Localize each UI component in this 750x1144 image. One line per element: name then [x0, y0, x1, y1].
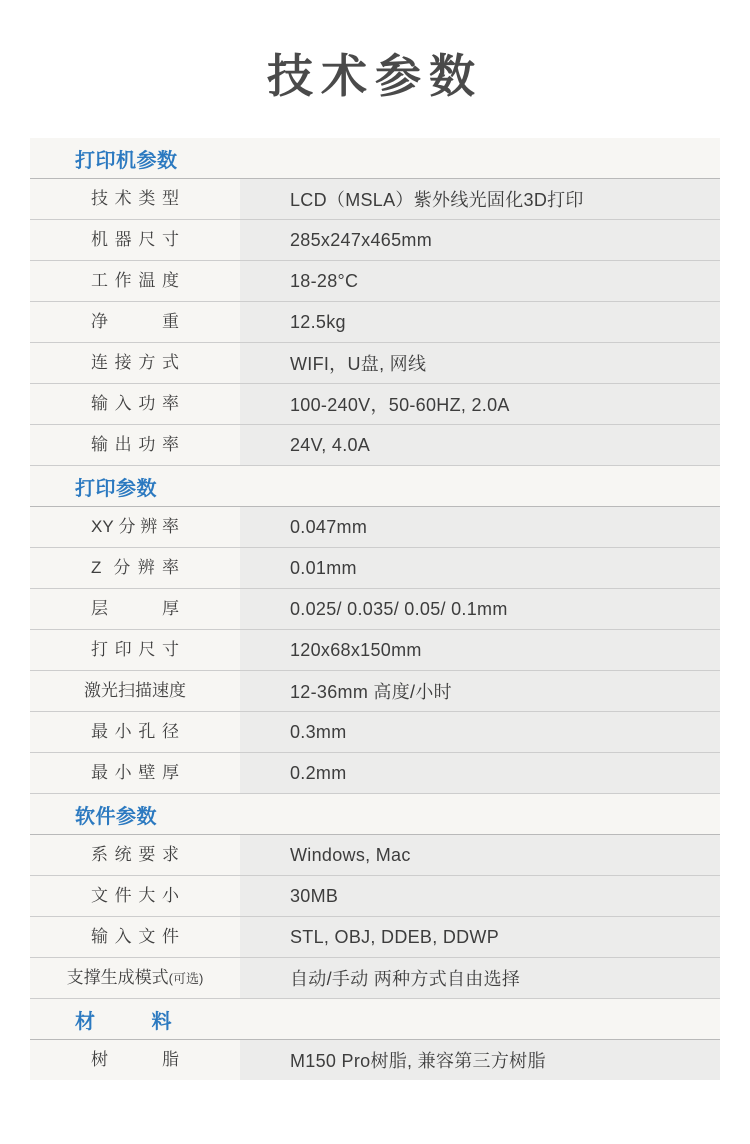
- spec-value: Windows, Mac: [290, 844, 411, 865]
- spec-value: 24V, 4.0A: [290, 434, 371, 455]
- spec-label: XY分辨率: [91, 517, 179, 537]
- spec-row: [30, 589, 720, 630]
- spec-label-cell: [30, 343, 240, 383]
- spec-label-cell: [30, 712, 240, 752]
- section-header-row: [30, 794, 720, 835]
- spec-value-cell: [240, 425, 720, 465]
- spec-row: [30, 425, 720, 466]
- spec-label: 工作温度: [91, 271, 179, 291]
- spec-label-cell: [30, 179, 240, 219]
- spec-value: 12.5kg: [290, 311, 346, 332]
- spec-value-cell: [240, 507, 720, 547]
- spec-value-cell: [240, 343, 720, 383]
- spec-value: 自动/手动 两种方式自由选择: [290, 969, 521, 989]
- spec-row: [30, 835, 720, 876]
- spec-row: [30, 548, 720, 589]
- spec-label-cell: [30, 507, 240, 547]
- spec-label: 输入文件: [91, 927, 179, 947]
- spec-row: [30, 630, 720, 671]
- spec-label: 输出功率: [91, 435, 179, 455]
- spec-label: 技术类型: [91, 189, 179, 209]
- spec-label-cell: [30, 589, 240, 629]
- spec-label: 激光扫描速度: [84, 681, 186, 701]
- section-header-row: [30, 138, 720, 179]
- section-header-label: 打印机参数: [75, 149, 178, 172]
- spec-row: [30, 179, 720, 220]
- spec-label: 树脂: [91, 1050, 179, 1070]
- spec-label-cell: [30, 1040, 240, 1080]
- spec-value-cell: [240, 876, 720, 916]
- spec-label-cell: [30, 425, 240, 465]
- spec-value-cell: [240, 589, 720, 629]
- section-header-row: [30, 466, 720, 507]
- spec-row: [30, 671, 720, 712]
- spec-value-cell: [240, 712, 720, 752]
- spec-row: [30, 220, 720, 261]
- spec-value: STL, OBJ, DDEB, DDWP: [290, 926, 500, 947]
- spec-value-cell: [240, 671, 720, 711]
- spec-value-cell: [240, 835, 720, 875]
- spec-label: 系统要求: [91, 845, 179, 865]
- spec-row: [30, 343, 720, 384]
- section-header-label: 软件参数: [75, 805, 157, 828]
- spec-value-cell: [240, 384, 720, 424]
- spec-value-cell: [240, 917, 720, 957]
- spec-row: [30, 507, 720, 548]
- spec-value: 120x68x150mm: [290, 639, 422, 660]
- section-header-label: 打印参数: [75, 477, 157, 500]
- spec-label: 打印尺寸: [91, 640, 179, 660]
- spec-value-cell: [240, 302, 720, 342]
- spec-table: [30, 138, 720, 1080]
- spec-value: 0.01mm: [290, 557, 357, 578]
- spec-label-suffix: (可选): [168, 971, 204, 987]
- spec-value: 18-28°C: [290, 270, 359, 291]
- spec-label-cell: [30, 630, 240, 670]
- spec-label: 机器尺寸: [91, 230, 179, 250]
- spec-value: 30MB: [290, 885, 339, 906]
- spec-row: [30, 712, 720, 753]
- spec-value-cell: [240, 220, 720, 260]
- spec-row: [30, 1040, 720, 1080]
- spec-label: 支撑生成模式(可选): [66, 968, 204, 988]
- spec-label: 净重: [91, 312, 179, 332]
- spec-value-cell: [240, 630, 720, 670]
- spec-value: M150 Pro树脂, 兼容第三方树脂: [290, 1051, 546, 1071]
- spec-label-cell: [30, 753, 240, 793]
- spec-value-cell: [240, 958, 720, 998]
- spec-value-cell: [240, 548, 720, 588]
- spec-row: [30, 753, 720, 794]
- spec-value: 0.3mm: [290, 721, 347, 742]
- spec-row: [30, 917, 720, 958]
- spec-row: [30, 302, 720, 343]
- spec-label: 最小孔径: [91, 722, 179, 742]
- spec-label-cell: [30, 958, 240, 998]
- spec-label: 连接方式: [91, 353, 179, 373]
- spec-label-cell: [30, 876, 240, 916]
- spec-value-cell: [240, 1040, 720, 1080]
- spec-value-cell: [240, 753, 720, 793]
- spec-label-cell: [30, 671, 240, 711]
- spec-value: WIFI，U盘, 网线: [290, 354, 427, 374]
- spec-row: [30, 876, 720, 917]
- spec-value: 100-240V，50-60HZ, 2.0A: [290, 395, 510, 415]
- spec-label-cell: [30, 548, 240, 588]
- spec-label-cell: [30, 302, 240, 342]
- spec-value: 0.025/ 0.035/ 0.05/ 0.1mm: [290, 598, 508, 619]
- spec-value: 0.2mm: [290, 762, 347, 783]
- spec-value: 285x247x465mm: [290, 229, 432, 250]
- spec-row: [30, 384, 720, 425]
- spec-label-cell: [30, 220, 240, 260]
- spec-value-cell: [240, 261, 720, 301]
- spec-label-cell: [30, 261, 240, 301]
- spec-value-cell: [240, 179, 720, 219]
- spec-label: 文件大小: [91, 886, 179, 906]
- spec-row: [30, 261, 720, 302]
- section-header-row: [30, 999, 720, 1040]
- spec-label: 最小壁厚: [91, 763, 179, 783]
- spec-value: 12-36mm 高度/小时: [290, 682, 452, 702]
- section-header-label: 材料: [75, 1010, 172, 1033]
- spec-label-cell: [30, 835, 240, 875]
- page-title: 技术参数: [267, 50, 483, 102]
- spec-label-cell: [30, 384, 240, 424]
- spec-row: [30, 958, 720, 999]
- spec-label: Z 分辨率: [91, 558, 179, 578]
- spec-value: LCD（MSLA）紫外线光固化3D打印: [290, 190, 584, 210]
- spec-value: 0.047mm: [290, 516, 368, 537]
- spec-label: 输入功率: [91, 394, 179, 414]
- spec-label: 层厚: [91, 599, 179, 619]
- spec-label-cell: [30, 917, 240, 957]
